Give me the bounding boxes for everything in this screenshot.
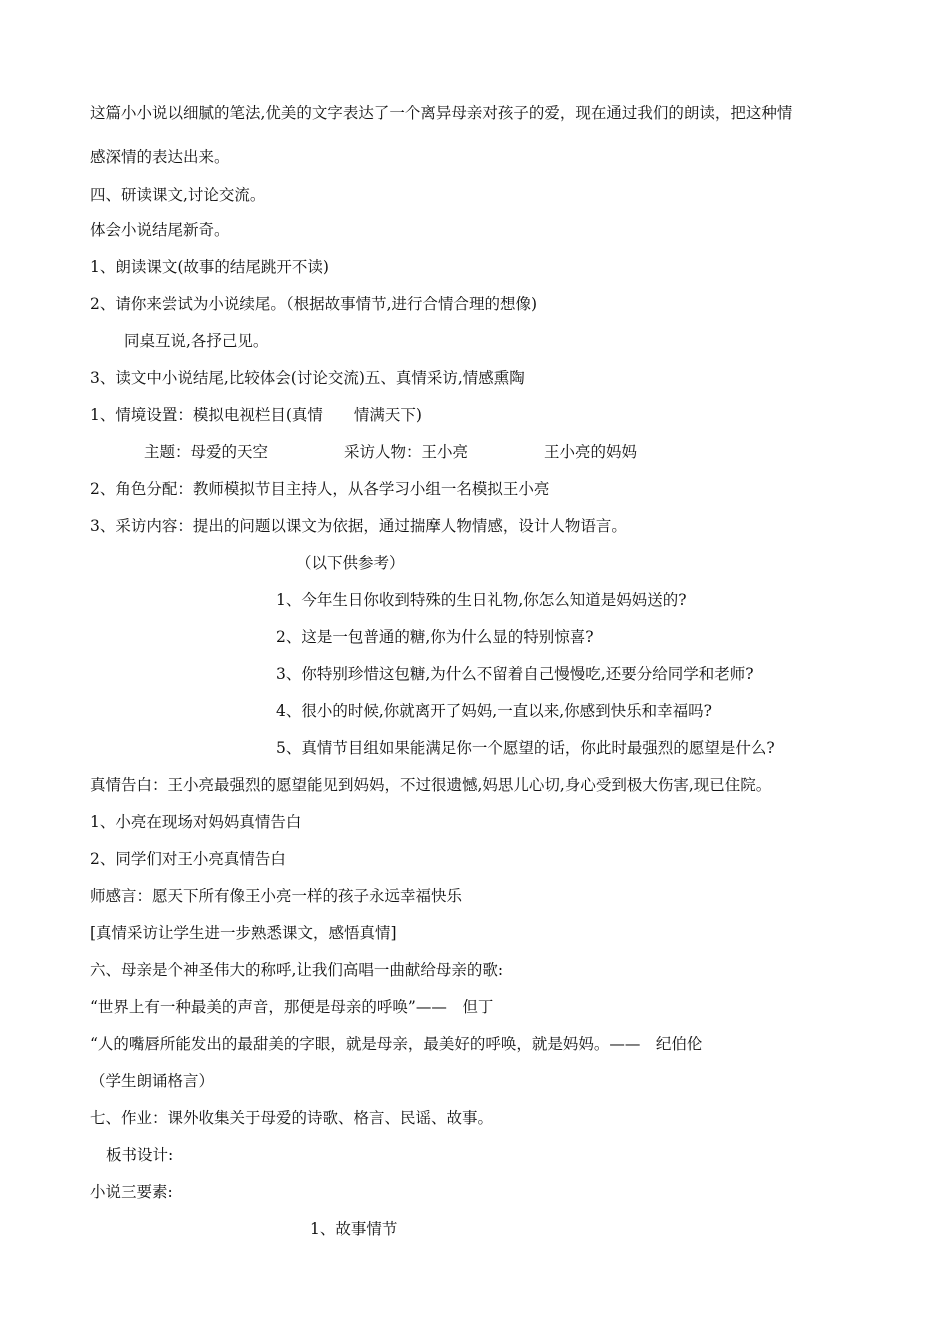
paragraph-intro-line-2: 感深情的表达出来。 bbox=[90, 148, 230, 166]
theme-label: 主题：母爱的天空 bbox=[144, 443, 269, 461]
text-line: 1、朗读课文(故事的结尾跳开不读) bbox=[90, 258, 329, 276]
text-line: 同桌互说,各抒己见。 bbox=[124, 332, 269, 350]
quote-gibran: “人的嘴唇所能发出的最甜美的字眼，就是母亲，最美好的呼唤，就是妈妈。—— 纪伯伦 bbox=[90, 1035, 703, 1053]
question-3: 3、你特别珍惜这包糖,为什么不留着自己慢慢吃,还要分给同学和老师? bbox=[276, 665, 754, 683]
question-5: 5、真情节目组如果能满足你一个愿望的话，你此时最强烈的愿望是什么? bbox=[276, 739, 775, 757]
paragraph-intro-line-1: 这篇小小说以细腻的笔法,优美的文字表达了一个离异母亲对孩子的爱，现在通过我们的朗读，把这种情 bbox=[90, 104, 793, 122]
text-line: 3、读文中小说结尾,比较体会(讨论交流)五、真情采访,情感熏陶 bbox=[90, 369, 525, 387]
section-heading-6: 六、母亲是个神圣伟大的称呼,让我们高唱一曲献给母亲的歌: bbox=[90, 961, 504, 979]
section-heading-4: 四、研读课文,讨论交流。 bbox=[90, 186, 266, 204]
interviewee-label: 采访人物：王小亮 bbox=[344, 443, 469, 461]
question-4: 4、很小的时候,你就离开了妈妈,一直以来,你感到快乐和幸福吗? bbox=[276, 702, 712, 720]
reference-note: （以下供参考） bbox=[296, 554, 405, 572]
text-line: 1、小亮在现场对妈妈真情告白 bbox=[90, 813, 302, 831]
text-line: 2、同学们对王小亮真情告白 bbox=[90, 850, 286, 868]
text-line: （学生朗诵格言） bbox=[90, 1072, 215, 1090]
element-1: 1、故事情节 bbox=[310, 1220, 398, 1238]
board-design-label: 板书设计: bbox=[106, 1146, 174, 1164]
text-line: 1、情境设置：模拟电视栏目(真情 情满天下) bbox=[90, 406, 422, 424]
question-1: 1、今年生日你收到特殊的生日礼物,你怎么知道是妈妈送的? bbox=[276, 591, 687, 609]
text-line: 3、采访内容：提出的问题以课文为依据，通过揣摩人物情感，设计人物语言。 bbox=[90, 517, 627, 535]
text-line: 体会小说结尾新奇。 bbox=[90, 221, 230, 239]
text-line: 真情告白：王小亮最强烈的愿望能见到妈妈，不过很遗憾,妈思儿心切,身心受到极大伤害,现已住院。 bbox=[90, 776, 772, 794]
text-line: 2、请你来尝试为小说续尾。（根据故事情节,进行合情合理的想像) bbox=[90, 295, 538, 313]
text-line: 小说三要素: bbox=[90, 1183, 173, 1201]
text-line: 师感言：愿天下所有像王小亮一样的孩子永远幸福快乐 bbox=[90, 887, 463, 905]
text-line: 2、角色分配：教师模拟节目主持人，从各学习小组一名模拟王小亮 bbox=[90, 480, 550, 498]
question-2: 2、这是一包普通的糖,你为什么显的特别惊喜? bbox=[276, 628, 594, 646]
text-line: [真情采访让学生进一步熟悉课文，感悟真情] bbox=[90, 924, 397, 942]
quote-dante: “世界上有一种最美的声音，那便是母亲的呼唤”—— 但丁 bbox=[90, 998, 494, 1016]
section-heading-7: 七、作业：课外收集关于母爱的诗歌、格言、民谣、故事。 bbox=[90, 1109, 494, 1127]
interviewee-mother: 王小亮的妈妈 bbox=[544, 443, 638, 461]
